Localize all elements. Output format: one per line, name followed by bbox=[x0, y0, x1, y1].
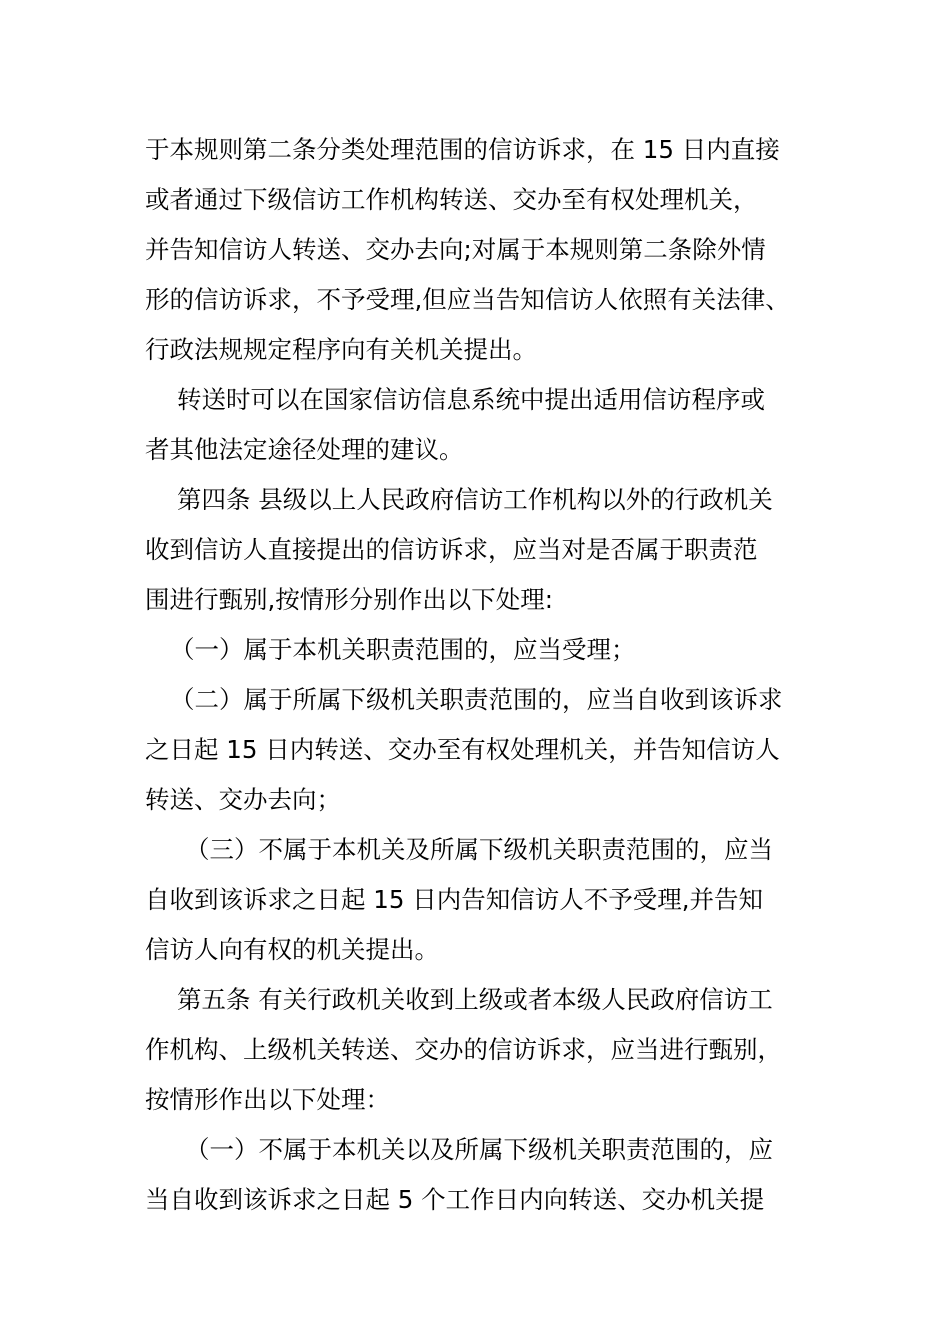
text-line: 第四条 县级以上人民政府信访工作机构以外的行政机关 bbox=[177, 485, 773, 514]
text-line: 之日起 15 日内转送、交办至有权处理机关，并告知信访人 bbox=[145, 735, 780, 764]
text-line: 并告知信访人转送、交办去向;对属于本规则第二条除外情 bbox=[145, 235, 766, 264]
text-line: （二）属于所属下级机关职责范围的，应当自收到该诉求 bbox=[170, 685, 783, 714]
text-line: 者其他法定途径处理的建议。 bbox=[145, 435, 464, 464]
text-line: 转送、交办去向； bbox=[145, 785, 341, 814]
text-line: 收到信访人直接提出的信访诉求，应当对是否属于职责范 bbox=[145, 535, 758, 564]
text-line: （一）属于本机关职责范围的，应当受理； bbox=[170, 635, 636, 664]
text-line: 形的信访诉求，不予受理,但应当告知信访人依照有关法律、 bbox=[145, 285, 790, 314]
text-line: 或者通过下级信访工作机构转送、交办至有权处理机关， bbox=[145, 185, 758, 214]
text-line: 第五条 有关行政机关收到上级或者本级人民政府信访工 bbox=[177, 985, 773, 1014]
text-line: 作机构、上级机关转送、交办的信访诉求，应当进行甄别， bbox=[145, 1035, 782, 1064]
text-line: （三）不属于本机关及所属下级机关职责范围的，应当 bbox=[185, 835, 773, 864]
text-line: 行政法规规定程序向有关机关提出。 bbox=[145, 335, 537, 364]
text-line: 当自收到该诉求之日起 5 个工作日内向转送、交办机关提 bbox=[145, 1185, 765, 1214]
text-line: 转送时可以在国家信访信息系统中提出适用信访程序或 bbox=[177, 385, 765, 414]
text-line: 信访人向有权的机关提出。 bbox=[145, 935, 439, 964]
text-line: 于本规则第二条分类处理范围的信访诉求，在 15 日内直接 bbox=[145, 135, 780, 164]
text-line: 围进行甄别,按情形分别作出以下处理: bbox=[145, 585, 554, 614]
text-line: （一）不属于本机关以及所属下级机关职责范围的，应 bbox=[185, 1135, 773, 1164]
text-line: 自收到该诉求之日起 15 日内告知信访人不予受理,并告知 bbox=[145, 885, 764, 914]
text-line: 按情形作出以下处理： bbox=[145, 1085, 390, 1114]
